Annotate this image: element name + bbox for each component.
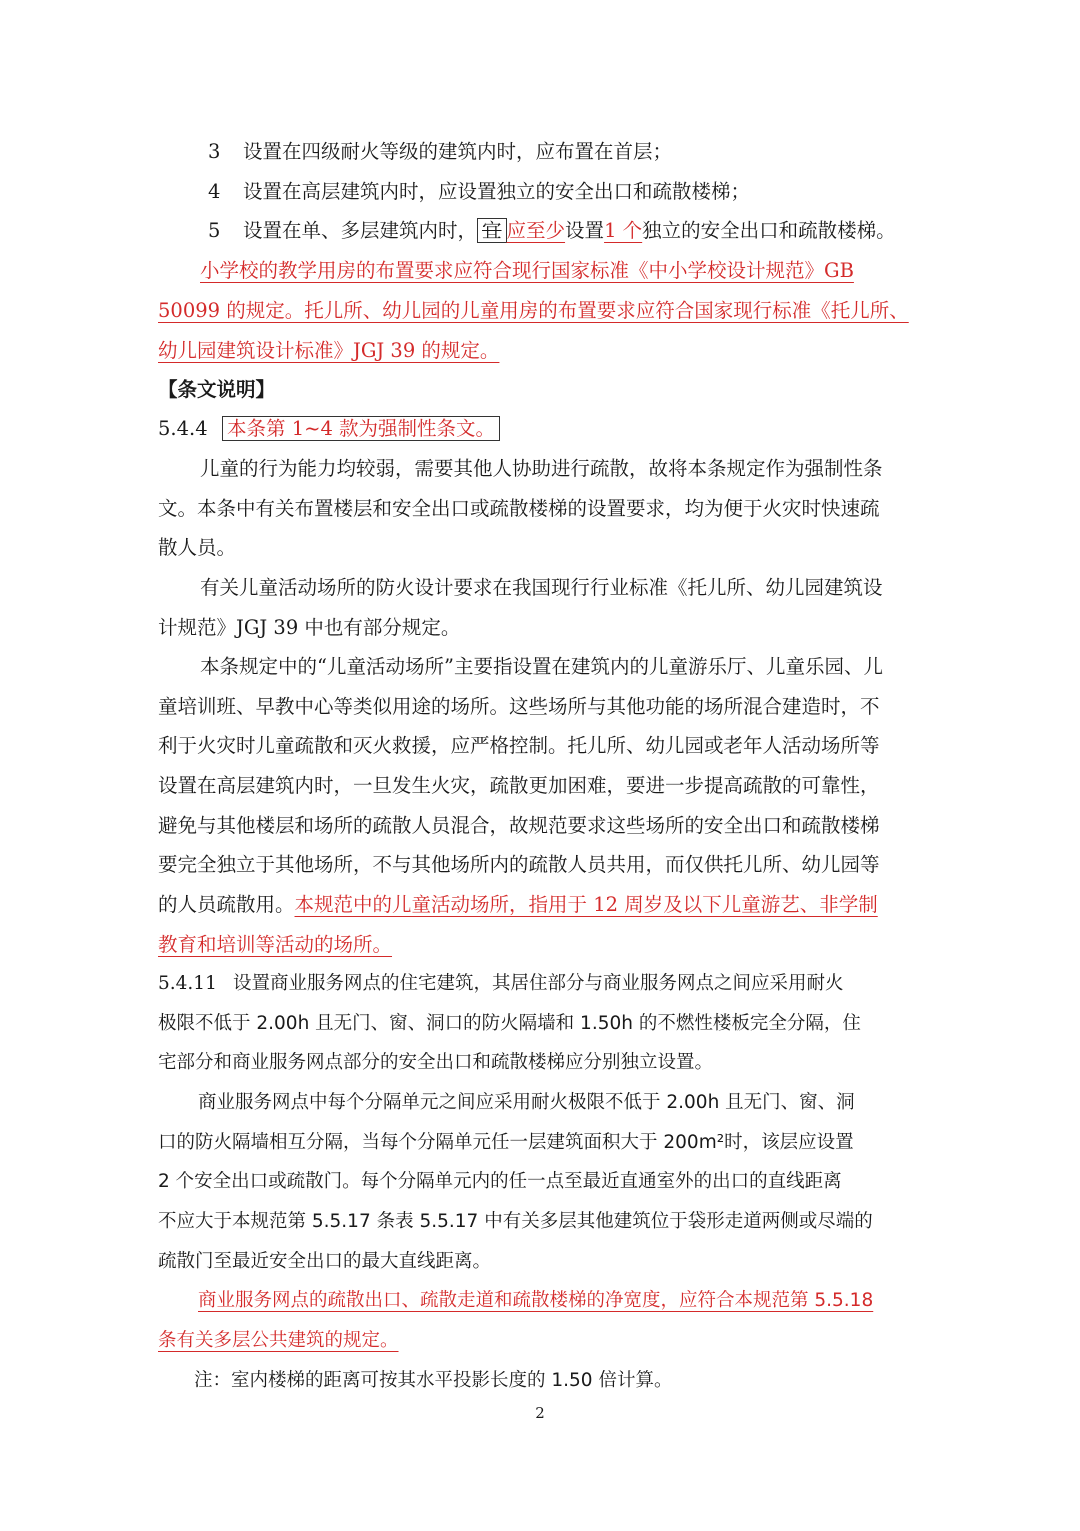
paragraph-line: 口的防火隔墙相互分隔，当每个分隔单元任一层建筑面积大于 200m²时，该层应设置 xyxy=(158,1132,854,1153)
paragraph-line: 本条规定中的“儿童活动场所”主要指设置在建筑内的儿童游乐厅、儿童乐园、儿 xyxy=(200,655,883,678)
revision-insert: 本规范中的儿童活动场所，指用于 12 周岁及以下儿童游艺、非学制 xyxy=(294,893,878,916)
page-number: 2 xyxy=(535,1404,545,1422)
revision-paragraph-line: 幼儿园建筑设计标准》JGJ 39 的规定。 xyxy=(158,339,500,362)
deleted-word-box: 宜 xyxy=(477,218,507,243)
note: 注：室内楼梯的距离可按其水平投影长度的 1.50 倍计算。 xyxy=(194,1370,673,1391)
paragraph-text: 的人员疏散用。 xyxy=(158,893,295,916)
paragraph-line: 疏散门至最近安全出口的最大直线距离。 xyxy=(158,1251,492,1272)
paragraph-line: 商业服务网点中每个分隔单元之间应采用耐火极限不低于 2.00h 且无门、窗、洞 xyxy=(198,1092,855,1113)
item-5 xyxy=(158,215,948,249)
item-text: 设置在四级耐火等级的建筑内时，应布置在首层； xyxy=(243,140,673,163)
item-number: 4 xyxy=(208,180,221,203)
paragraph-line xyxy=(158,889,948,921)
revision-insert: 应至少 xyxy=(506,219,566,242)
paragraph-line: 不应大于本规范第 5.5.17 条表 5.5.17 中有关多层其他建筑位于袋形走道两侧或尽端的 xyxy=(158,1211,873,1232)
paragraph-line: 有关儿童活动场所的防火设计要求在我国现行行业标准《托儿所、幼儿园建筑设 xyxy=(200,576,883,599)
revision-paragraph-line: 条有关多层公共建筑的规定。 xyxy=(158,1330,399,1351)
item-text: 设置在高层建筑内时，应设置独立的安全出口和疏散楼梯； xyxy=(243,180,751,203)
item-3 xyxy=(158,136,948,168)
paragraph-line: 设置在高层建筑内时，一旦发生火灾，疏散更加困难，要进一步提高疏散的可靠性， xyxy=(158,774,880,797)
paragraph-line: 利于火灾时儿童疏散和灭火救援，应严格控制。托儿所、幼儿园或老年人活动场所等 xyxy=(158,734,880,757)
paragraph-line: 避免与其他楼层和场所的疏散人员混合，故规范要求这些场所的安全出口和疏散楼梯 xyxy=(158,814,880,837)
paragraph-line: 要完全独立于其他场所，不与其他场所内的疏散人员共用，而仅供托儿所、幼儿园等 xyxy=(158,853,880,876)
item-number: 5 xyxy=(208,219,221,242)
clause-number: 5.4.11 xyxy=(158,973,217,994)
item-text-pre: 设置在单、多层建筑内时， xyxy=(243,219,478,242)
item-4 xyxy=(158,176,948,208)
paragraph-line: 2 个安全出口或疏散门。每个分隔单元内的任一点至最近直通室外的出口的直线距离 xyxy=(158,1171,842,1192)
explanation-heading: 【条文说明】 xyxy=(158,378,276,401)
paragraph-line: 文。本条中有关布置楼层和安全出口或疏散楼梯的设置要求，均为便于火灾时快速疏 xyxy=(158,497,880,520)
mandatory-clause-box: 本条第 1~4 款为强制性条文。 xyxy=(222,416,500,441)
revision-insert: 1 个 xyxy=(604,219,643,242)
item-number: 3 xyxy=(208,140,221,163)
paragraph-line: 散人员。 xyxy=(158,536,237,559)
clause-line: 宅部分和商业服务网点部分的安全出口和疏散楼梯应分别独立设置。 xyxy=(158,1052,714,1073)
clause-number: 5.4.4 xyxy=(158,417,208,440)
item-text-post: 独立的安全出口和疏散楼梯。 xyxy=(642,219,896,242)
item-text-mid: 设置 xyxy=(565,219,605,242)
clause-5-4-4 xyxy=(158,413,948,447)
revision-paragraph-line: 50099 的规定。托儿所、幼儿园的儿童用房的布置要求应符合国家现行标准《托儿所、 xyxy=(158,299,909,322)
paragraph-line: 计规范》JGJ 39 中也有部分规定。 xyxy=(158,616,461,639)
paragraph-line: 儿童的行为能力均较弱，需要其他人协助进行疏散，故将本条规定作为强制性条 xyxy=(200,457,883,480)
paragraph-line: 童培训班、早教中心等类似用途的场所。这些场所与其他功能的场所混合建造时，不 xyxy=(158,695,880,718)
clause-line: 极限不低于 2.00h 且无门、窗、洞口的防火隔墙和 1.50h 的不燃性楼板完全分隔，住 xyxy=(158,1013,861,1034)
revision-paragraph-line: 小学校的教学用房的布置要求应符合现行国家标准《中小学校设计规范》GB xyxy=(200,259,854,282)
clause-text: 设置商业服务网点的住宅建筑，其居住部分与商业服务网点之间应采用耐火 xyxy=(233,973,844,994)
revision-paragraph-line: 教育和培训等活动的场所。 xyxy=(158,933,393,956)
clause-5-4-11 xyxy=(158,968,948,1000)
revision-paragraph-line: 商业服务网点的疏散出口、疏散走道和疏散楼梯的净宽度，应符合本规范第 5.5.18 xyxy=(198,1290,874,1311)
